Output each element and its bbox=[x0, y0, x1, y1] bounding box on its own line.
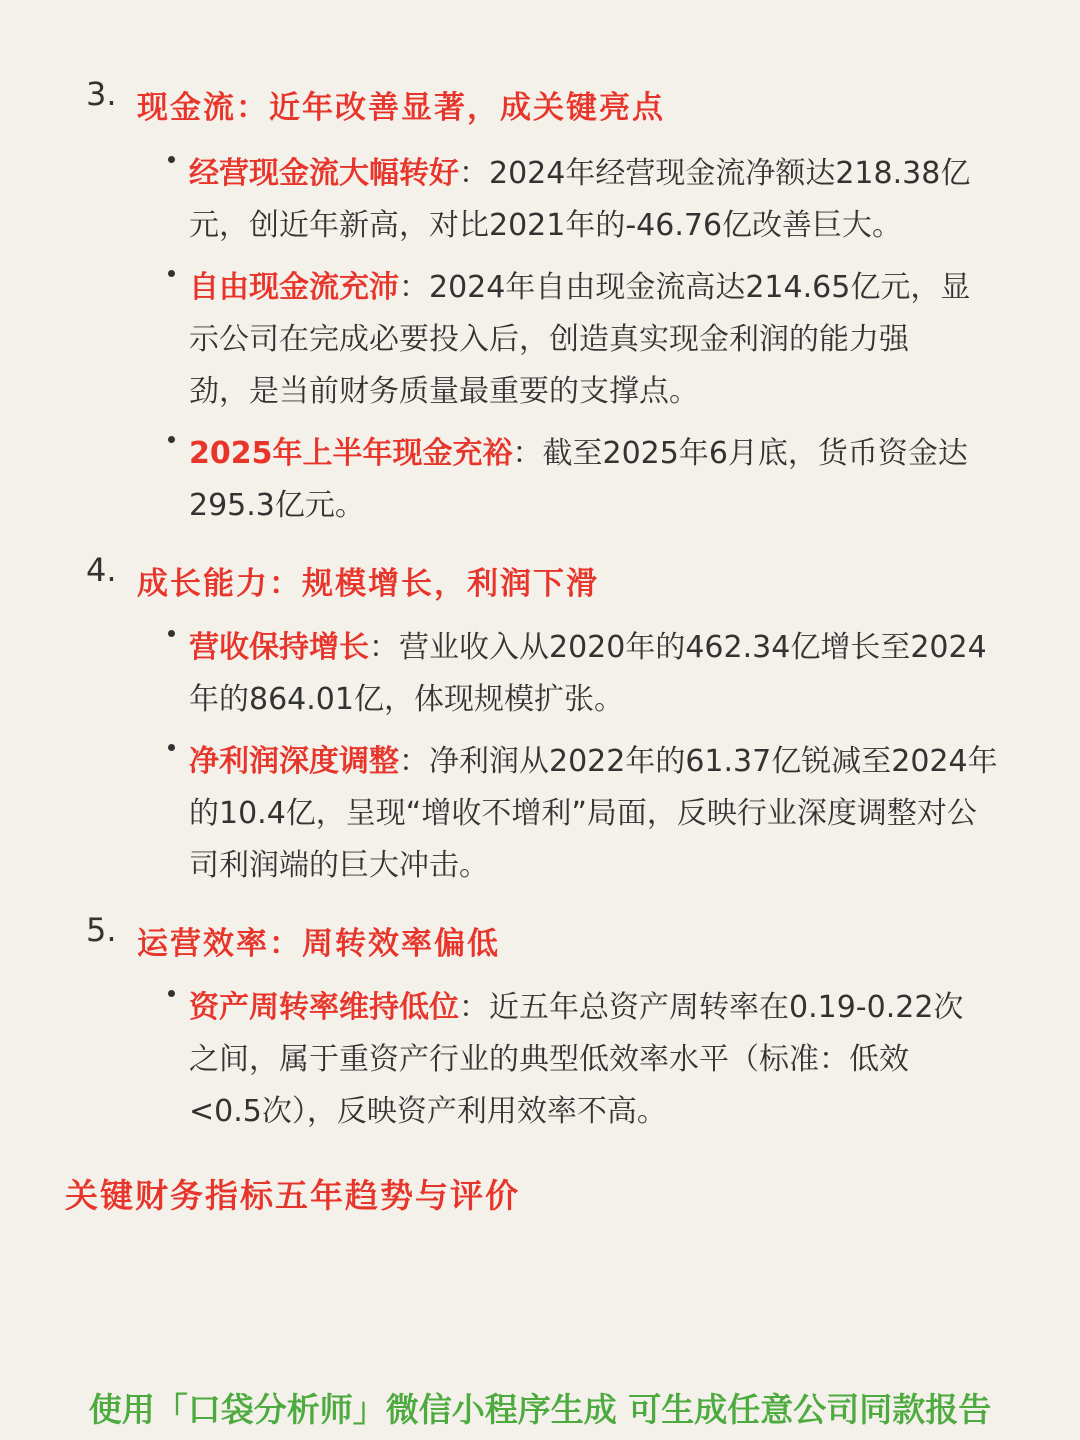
bullet-body: ：2024年自由现金流高达214.65亿元，显 示公司在完成必要投入后，创造真实现金利润的能力强 劲，是当前财务质量最重要的支撑点。 bbox=[189, 270, 971, 409]
bullet-label: 经营现金流大幅转好 bbox=[189, 156, 459, 191]
bullet-dot-icon bbox=[168, 990, 175, 997]
section-heading: 关键财务指标五年趋势与评价 bbox=[65, 1176, 520, 1215]
section-number: 3. bbox=[86, 75, 117, 113]
bullet-body: ：2024年经营现金流净额达218.38亿 元，创近年新高，对比2021年的-46.76亿改善巨大。 bbox=[189, 156, 971, 243]
bullet-label: 自由现金流充沛 bbox=[189, 270, 399, 305]
section-title: 运营效率：周转效率偏低 bbox=[137, 926, 500, 962]
section-number: 5. bbox=[86, 911, 117, 949]
bullet-text bbox=[189, 736, 1029, 892]
bullet-body: ：净利润从2022年的61.37亿锐减至2024年 的10.4亿，呈现“增收不增利”局面，反映行业深度调整对公 司利润端的巨大冲击。 bbox=[189, 744, 998, 883]
bullet-label: 资产周转率维持低位 bbox=[189, 990, 459, 1025]
footer-promo: 使用「口袋分析师」微信小程序生成 可生成任意公司同款报告 bbox=[88, 1390, 992, 1429]
bullet-text bbox=[189, 982, 1029, 1138]
bullet-dot-icon bbox=[168, 744, 175, 751]
bullet-body: ：营业收入从2020年的462.34亿增长至2024 年的864.01亿，体现规模扩张。 bbox=[189, 630, 987, 717]
section-title: 成长能力：规模增长，利润下滑 bbox=[137, 566, 599, 602]
bullet-body: ：近五年总资产周转率在0.19-0.22次 之间，属于重资产行业的典型低效率水平（标准：低效 <0.5次），反映资产利用效率不高。 bbox=[189, 990, 964, 1129]
bullet-text bbox=[189, 148, 1029, 252]
bullet-dot-icon bbox=[168, 156, 175, 163]
bullet-dot-icon bbox=[168, 630, 175, 637]
section-title: 现金流：近年改善显著，成关键亮点 bbox=[137, 90, 665, 126]
bullet-text bbox=[189, 262, 1029, 418]
bullet-body: ：截至2025年6月底，货币资金达 295.3亿元。 bbox=[189, 436, 968, 523]
section-number: 4. bbox=[86, 551, 117, 589]
bullet-label: 2025年上半年现金充裕 bbox=[189, 436, 513, 471]
bullet-label: 营收保持增长 bbox=[189, 630, 369, 665]
bullet-dot-icon bbox=[168, 436, 175, 443]
bullet-dot-icon bbox=[168, 270, 175, 277]
bullet-text bbox=[189, 428, 1029, 532]
bullet-label: 净利润深度调整 bbox=[189, 744, 399, 779]
bullet-text bbox=[189, 622, 1029, 726]
